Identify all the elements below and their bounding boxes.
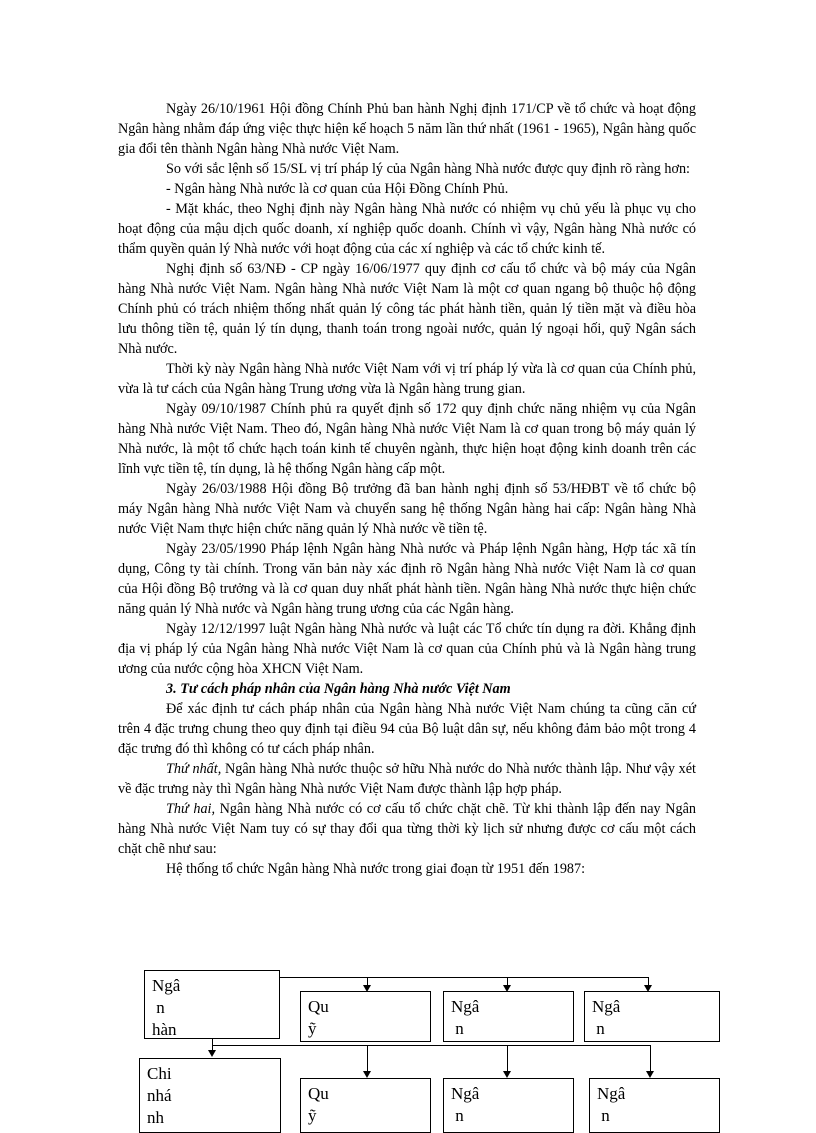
connector-line bbox=[367, 977, 368, 987]
arrow-icon bbox=[363, 985, 371, 992]
arrow-icon bbox=[503, 985, 511, 992]
connector-line bbox=[648, 977, 649, 987]
paragraph bbox=[118, 799, 696, 859]
paragraph: Ngày 26/03/1988 Hội đồng Bộ trưởng đã ban hành nghị định số 53/HĐBT về tổ chức bộ máy Ngân hàng Nhà nước Việt Nam và chuyển sang hệ thống Ngân hàng hai cấp: Ngân hàng Nhà nước Việt Nam thực hiện chức năng quản lý Nhà nước về tiền tệ. bbox=[118, 481, 696, 537]
paragraph: Để xác định tư cách pháp nhân của Ngân hàng Nhà nước Việt Nam chúng ta cũng căn cứ trên 4 đặc trưng chung theo quy định tại điều 94 của Bộ luật dân sự, nếu không đảm bảo một trong 4 đặc trưng đó thì không có tư cách pháp nhân. bbox=[118, 701, 696, 757]
org-box-main: Ngâ n hàn bbox=[144, 970, 280, 1039]
org-box: Ngâ n bbox=[443, 1078, 574, 1133]
arrow-icon bbox=[208, 1050, 216, 1057]
org-box: Ngâ n bbox=[443, 991, 574, 1042]
org-box: Ngâ n bbox=[589, 1078, 720, 1133]
paragraph-text: Ngân hàng Nhà nước thuộc sở hữu Nhà nước do Nhà nước thành lập. Như vậy xét về đặc trưng này thì Ngân hàng Nhà nước Việt Nam được thành lập hợp pháp. bbox=[118, 761, 696, 797]
arrow-icon bbox=[363, 1071, 371, 1078]
connector-line bbox=[507, 977, 508, 987]
connector-line bbox=[212, 1039, 213, 1053]
paragraph-lead: Thứ hai, bbox=[166, 801, 216, 817]
paragraph bbox=[118, 759, 696, 799]
paragraph: So với sắc lệnh số 15/SL vị trí pháp lý của Ngân hàng Nhà nước được quy định rõ ràng hơn: bbox=[166, 161, 690, 177]
document-body bbox=[118, 99, 696, 879]
connector-line bbox=[650, 1045, 651, 1071]
paragraph: Ngày 26/10/1961 Hội đồng Chính Phủ ban hành Nghị định 171/CP về tổ chức và hoạt động Ngân hàng nhằm đáp ứng việc thực hiện kế hoạch 5 năm lần thứ nhất (1961 - 1965), Ngân hàng quốc gia đổi tên thành Ngân hàng Nhà nước Việt Nam. bbox=[118, 101, 696, 157]
connector-line bbox=[507, 1045, 508, 1071]
connector-line bbox=[367, 1045, 368, 1071]
connector-line bbox=[279, 977, 648, 978]
paragraph: Ngày 23/05/1990 Pháp lệnh Ngân hàng Nhà nước và Pháp lệnh Ngân hàng, Hợp tác xã tín dụng, Công ty tài chính. Trong văn bản này xác định rõ Ngân hàng Nhà nước Việt Nam là cơ quan của Hội đồng Bộ trưởng và là cơ quan duy nhất phát hành tiền. Ngân hàng Nhà nước thực hiện chức năng quản lý Nhà nước và Ngân hàng trung ương của các Ngân hàng. bbox=[118, 541, 696, 617]
arrow-icon bbox=[503, 1071, 511, 1078]
paragraph-text: Ngân hàng Nhà nước có cơ cấu tổ chức chặt chẽ. Từ khi thành lập đến nay Ngân hàng Nhà nước Việt Nam tuy có sự thay đổi qua từng thời kỳ lịch sử nhưng được cơ cấu một cách chặt chẽ như sau: bbox=[118, 801, 696, 857]
section-heading: 3. Tư cách pháp nhân của Ngân hàng Nhà nước Việt Nam bbox=[166, 681, 511, 697]
paragraph: Ngày 12/12/1997 luật Ngân hàng Nhà nước và luật các Tổ chức tín dụng ra đời. Khẳng định địa vị pháp lý của Ngân hàng Nhà nước Việt Nam là cơ quan của Chính phủ và là Ngân hàng trung ương của nước cộng hòa XHCN Việt Nam. bbox=[118, 621, 696, 677]
arrow-icon bbox=[644, 985, 652, 992]
bullet-item: - Mặt khác, theo Nghị định này Ngân hàng Nhà nước có nhiệm vụ chủ yếu là phục vụ cho hoạt động của mậu dịch quốc doanh, xí nghiệp quốc doanh. Chính vì vậy, Ngân hàng Nhà nước có thẩm quyền quản lý Nhà nước với hoạt động của các xí nghiệp và các tổ chức kinh tế. bbox=[118, 201, 696, 257]
org-box: Qu ỹ bbox=[300, 1078, 431, 1133]
bullet-item: - Ngân hàng Nhà nước là cơ quan của Hội Đồng Chính Phủ. bbox=[166, 181, 509, 197]
arrow-icon bbox=[646, 1071, 654, 1078]
paragraph: Thời kỳ này Ngân hàng Nhà nước Việt Nam với vị trí pháp lý vừa là cơ quan của Chính phủ, vừa là tư cách của Ngân hàng Trung ương vừa là Ngân hàng trung gian. bbox=[118, 361, 696, 397]
org-box-main: Chi nhá nh bbox=[139, 1058, 281, 1133]
org-box: Ngâ n bbox=[584, 991, 720, 1042]
org-box: Qu ỹ bbox=[300, 991, 431, 1042]
paragraph: Ngày 09/10/1987 Chính phủ ra quyết định số 172 quy định chức năng nhiệm vụ của Ngân hàng Nhà nước Việt Nam. Theo đó, Ngân hàng Nhà nước Việt Nam là cơ quan trong bộ máy quản lý Nhà nước, là một tổ chức hạch toán kinh tế chuyên ngành, thực hiện hoạt động kinh doanh trên các lĩnh vực tiền tệ, tín dụng, là hệ thống Ngân hàng cấp một. bbox=[118, 401, 696, 477]
paragraph: Hệ thống tổ chức Ngân hàng Nhà nước trong giai đoạn từ 1951 đến 1987: bbox=[166, 861, 586, 877]
paragraph: Nghị định số 63/NĐ - CP ngày 16/06/1977 quy định cơ cấu tổ chức và bộ máy của Ngân hàng Nhà nước Việt Nam. Ngân hàng Nhà nước Việt Nam là một cơ quan ngang bộ thuộc hộ động Chính phủ có trách nhiệm thống nhất quản lý công tác phát hành tiền, quản lý tiền mặt và điều hòa lưu thông tiền tệ, quản lý tín dụng, thanh toán trong ngoài nước, quản lý ngoại hối, quỹ Ngân sách Nhà nước. bbox=[118, 261, 696, 357]
paragraph-lead: Thứ nhất, bbox=[166, 761, 222, 777]
connector-line bbox=[212, 1045, 651, 1046]
